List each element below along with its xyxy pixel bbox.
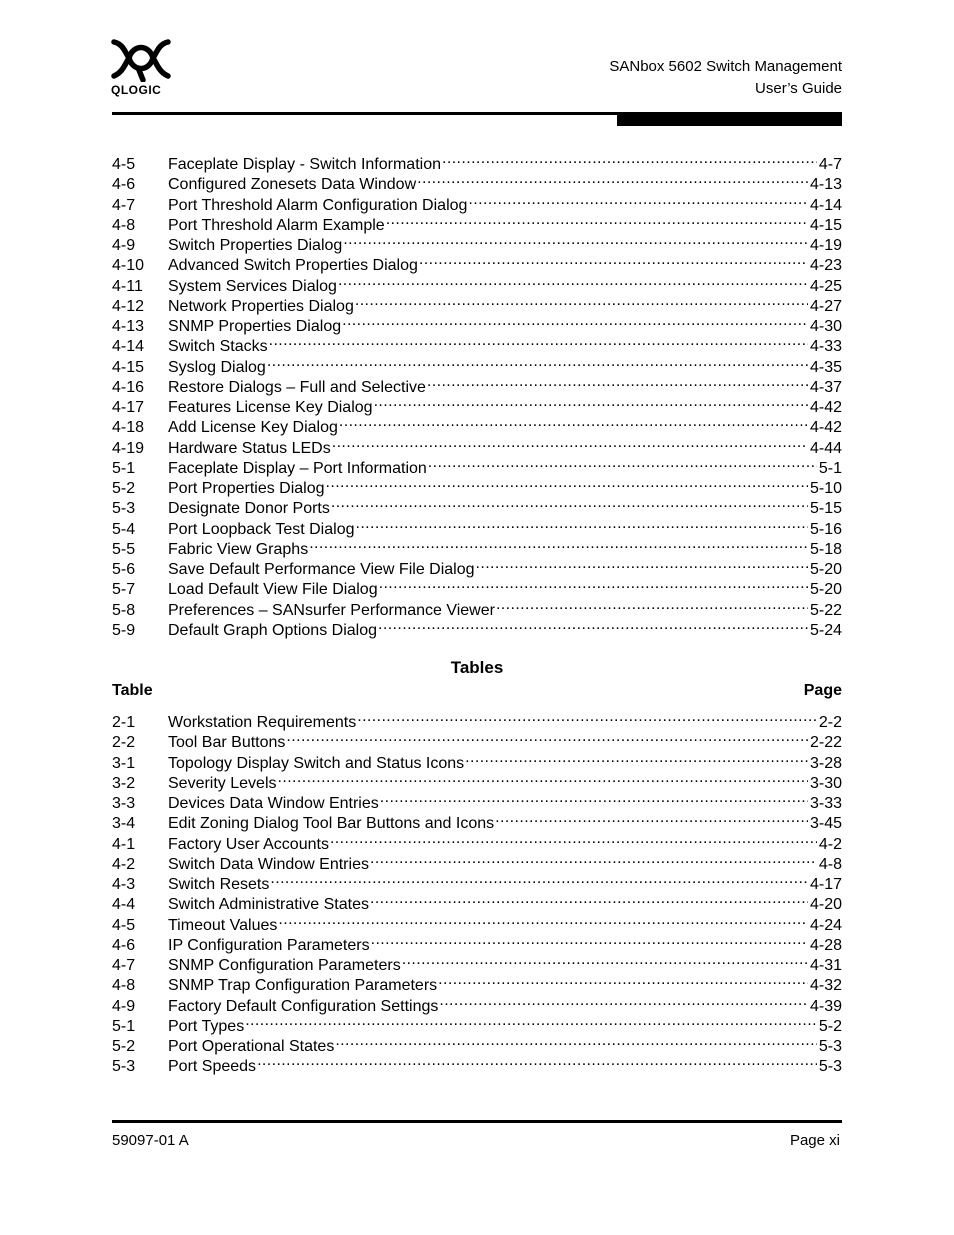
dot-leader xyxy=(337,271,808,291)
entry-title: Switch Properties Dialog xyxy=(168,237,343,254)
entry-title: Factory User Accounts xyxy=(168,835,329,853)
entry-page: 5-20 xyxy=(809,561,842,578)
entry-number: 4-8 xyxy=(112,977,136,995)
entry-page: 5-3 xyxy=(818,1058,842,1076)
page-number: Page xi xyxy=(789,1132,840,1149)
dot-leader xyxy=(354,291,808,311)
entry-number: 4-5 xyxy=(112,156,136,173)
entry-title: Configured Zonesets Data Window xyxy=(168,176,417,194)
entry-title: Port Threshold Alarm Example xyxy=(168,216,385,234)
header-rule-bar xyxy=(617,112,842,126)
entry-page: 5-20 xyxy=(809,581,842,599)
entry-number: 4-11 xyxy=(112,277,143,295)
entry-page: 4-37 xyxy=(809,378,842,396)
dot-leader xyxy=(379,788,808,808)
dot-leader xyxy=(426,372,808,392)
entry-title: Preferences – SANsurfer Performance Viewer xyxy=(168,601,495,619)
entry-number: 4-6 xyxy=(112,176,136,194)
entry-page: 5-2 xyxy=(818,1017,842,1035)
entry-number: 5-8 xyxy=(112,601,136,619)
entry-title: Faceplate Display – Port Information xyxy=(168,459,427,477)
entry-number: 4-3 xyxy=(112,876,136,893)
entry-title: Workstation Requirements xyxy=(168,714,357,731)
entry-title: Port Types xyxy=(168,1017,245,1035)
dot-leader xyxy=(266,352,808,372)
entry-title: Default Graph Options Dialog xyxy=(168,621,377,639)
entry-title: SNMP Configuration Parameters xyxy=(168,957,401,974)
entry-title: Network Properties Dialog xyxy=(168,297,354,315)
entry-title: Fabric View Graphs xyxy=(168,540,309,558)
qlogic-logo-icon xyxy=(109,38,173,82)
dot-leader xyxy=(341,311,808,331)
dot-leader xyxy=(334,1031,817,1051)
entry-number: 4-7 xyxy=(112,196,136,214)
entry-number: 4-10 xyxy=(112,257,145,275)
entry-title: IP Configuration Parameters xyxy=(168,936,370,954)
logo-wordmark: QLOGIC xyxy=(111,83,162,97)
entry-number: 3-3 xyxy=(112,795,136,812)
entry-page: 2-22 xyxy=(809,734,842,752)
dot-leader xyxy=(308,534,808,554)
entry-page: 5-24 xyxy=(809,621,842,639)
entry-number: 4-9 xyxy=(112,237,136,254)
entry-page: 4-27 xyxy=(809,297,842,315)
entry-page: 5-18 xyxy=(809,540,842,558)
entry-number: 4-7 xyxy=(112,957,136,974)
entry-title: Port Loopback Test Dialog xyxy=(168,520,355,538)
entry-page: 5-10 xyxy=(809,480,842,497)
entry-page: 3-45 xyxy=(809,815,842,833)
entry-page: 4-20 xyxy=(809,896,842,914)
entry-number: 5-4 xyxy=(112,520,136,538)
dot-leader xyxy=(385,210,808,230)
dot-leader xyxy=(441,149,817,169)
entry-number: 5-3 xyxy=(112,500,136,518)
dot-leader xyxy=(325,473,808,493)
dot-leader xyxy=(277,910,808,930)
entry-number: 5-2 xyxy=(112,1038,136,1055)
entry-title: Advanced Switch Properties Dialog xyxy=(168,257,418,275)
tables-column-headers xyxy=(112,682,842,700)
entry-title: Add License Key Dialog xyxy=(168,419,338,437)
entry-number: 4-4 xyxy=(112,896,136,914)
header-title: SANbox 5602 Switch Management xyxy=(609,58,842,75)
entry-title: System Services Dialog xyxy=(168,277,337,295)
entry-number: 4-2 xyxy=(112,855,136,873)
entry-title: Hardware Status LEDs xyxy=(168,439,331,457)
entry-title: Devices Data Window Entries xyxy=(168,795,379,812)
entry-number: 5-2 xyxy=(112,480,136,497)
dot-leader xyxy=(256,1051,817,1071)
entry-number: 4-12 xyxy=(112,297,145,315)
entry-number: 5-6 xyxy=(112,561,136,578)
entry-title: Timeout Values xyxy=(168,916,278,934)
entry-title: Port Threshold Alarm Configuration Dialog xyxy=(168,196,468,214)
tables-heading: Tables xyxy=(450,658,504,677)
entry-number: 4-15 xyxy=(112,358,145,376)
entry-number: 4-17 xyxy=(112,399,145,416)
entry-page: 4-42 xyxy=(809,399,842,416)
entry-title: SNMP Properties Dialog xyxy=(168,318,342,335)
entry-number: 2-2 xyxy=(112,734,136,752)
entry-number: 4-16 xyxy=(112,378,145,396)
entry-title: Topology Display Switch and Status Icons xyxy=(168,754,465,772)
dot-leader xyxy=(354,514,807,534)
entry-number: 4-6 xyxy=(112,936,136,954)
entry-title: Switch Stacks xyxy=(168,338,268,356)
entry-title: Edit Zoning Dialog Tool Bar Buttons and Icons xyxy=(168,815,495,833)
dot-leader xyxy=(475,554,808,574)
tables-list xyxy=(112,707,842,1076)
entry-page: 5-15 xyxy=(809,500,842,518)
dot-leader xyxy=(329,829,817,849)
dot-leader xyxy=(369,889,808,909)
entry-page: 3-33 xyxy=(809,795,842,812)
entry-title: Faceplate Display - Switch Information xyxy=(168,156,441,173)
entry-title: Switch Administrative States xyxy=(168,896,369,914)
toc-entry[interactable] xyxy=(112,149,842,173)
dot-leader xyxy=(494,808,808,828)
entry-page: 4-23 xyxy=(809,257,842,275)
dot-leader xyxy=(438,991,808,1011)
entry-page: 4-14 xyxy=(809,196,842,214)
dot-leader xyxy=(268,331,808,351)
entry-number: 3-4 xyxy=(112,815,136,833)
dot-leader xyxy=(369,849,817,869)
entry-number: 4-13 xyxy=(112,318,145,335)
dot-leader xyxy=(330,493,808,513)
header-subtitle: User’s Guide xyxy=(755,80,842,97)
entry-page: 5-3 xyxy=(818,1038,842,1055)
entry-page: 5-1 xyxy=(818,459,842,477)
dot-leader xyxy=(418,250,808,270)
entry-page: 4-31 xyxy=(809,957,842,974)
entry-page: 5-22 xyxy=(809,601,842,619)
entry-number: 5-1 xyxy=(112,1017,136,1035)
entry-page: 4-19 xyxy=(809,237,842,254)
entry-title: Designate Donor Ports xyxy=(168,500,330,518)
dot-leader xyxy=(464,748,808,768)
entry-page: 4-15 xyxy=(809,216,842,234)
entry-number: 4-8 xyxy=(112,216,136,234)
entry-number: 5-1 xyxy=(112,459,136,477)
dot-leader xyxy=(338,412,808,432)
entry-title: Syslog Dialog xyxy=(168,358,266,376)
entry-number: 5-9 xyxy=(112,621,136,639)
entry-number: 5-5 xyxy=(112,540,136,558)
dot-leader xyxy=(277,768,808,788)
dot-leader xyxy=(437,970,808,990)
entry-page: 4-39 xyxy=(809,997,842,1015)
entry-title: Switch Resets xyxy=(168,876,270,893)
entry-number: 3-1 xyxy=(112,754,136,772)
dot-leader xyxy=(467,190,808,210)
entry-page: 4-8 xyxy=(818,855,842,873)
entry-title: Port Operational States xyxy=(168,1038,335,1055)
entry-page: 4-2 xyxy=(818,835,842,853)
entry-title: Restore Dialogs – Full and Selective xyxy=(168,378,426,396)
entry-title: Switch Data Window Entries xyxy=(168,855,369,873)
entry-title: Factory Default Configuration Settings xyxy=(168,997,439,1015)
entry-number: 5-3 xyxy=(112,1058,136,1076)
dot-leader xyxy=(370,930,808,950)
entry-page: 4-32 xyxy=(809,977,842,995)
dot-leader xyxy=(373,392,808,412)
entry-number: 4-19 xyxy=(112,439,145,457)
entry-page: 4-28 xyxy=(809,936,842,954)
dot-leader xyxy=(377,615,808,635)
entry-page: 4-42 xyxy=(809,419,842,437)
entry-title: Tool Bar Buttons xyxy=(168,734,286,752)
entry-number: 4-18 xyxy=(112,419,145,437)
dot-leader xyxy=(244,1011,817,1031)
table-column-header: Table xyxy=(112,682,153,699)
dot-leader xyxy=(427,453,817,473)
toc-entry[interactable] xyxy=(112,707,842,731)
dot-leader xyxy=(269,869,808,889)
dot-leader xyxy=(331,433,808,453)
dot-leader xyxy=(356,707,817,727)
dot-leader xyxy=(285,727,808,747)
entry-number: 3-2 xyxy=(112,774,136,792)
dot-leader xyxy=(342,230,808,250)
entry-title: Port Speeds xyxy=(168,1058,257,1076)
entry-page: 3-28 xyxy=(809,754,842,772)
entry-number: 2-1 xyxy=(112,714,136,731)
entry-page: 4-30 xyxy=(809,318,842,335)
qlogic-logo xyxy=(109,38,179,100)
entry-page: 4-25 xyxy=(809,277,842,295)
entry-page: 4-13 xyxy=(809,176,842,194)
running-header xyxy=(609,56,842,100)
entry-number: 4-1 xyxy=(112,835,136,853)
entry-number: 4-14 xyxy=(112,338,145,356)
figures-list xyxy=(112,149,842,639)
entry-page: 4-33 xyxy=(809,338,842,356)
entry-page: 4-24 xyxy=(809,916,842,934)
entry-number: 4-9 xyxy=(112,997,136,1015)
entry-page: 4-44 xyxy=(809,439,842,457)
entry-title: Features License Key Dialog xyxy=(168,399,373,416)
entry-page: 3-30 xyxy=(809,774,842,792)
entry-title: SNMP Trap Configuration Parameters xyxy=(168,977,438,995)
entry-title: Port Properties Dialog xyxy=(168,480,325,497)
footer-rule xyxy=(112,1120,842,1123)
entry-title: Severity Levels xyxy=(168,774,277,792)
dot-leader xyxy=(416,169,808,189)
dot-leader xyxy=(401,950,808,970)
document-number: 59097-01 A xyxy=(112,1132,189,1149)
header-rule xyxy=(112,112,617,115)
entry-number: 5-7 xyxy=(112,581,136,599)
entry-page: 2-2 xyxy=(818,714,842,731)
dot-leader xyxy=(378,574,808,594)
entry-title: Load Default View File Dialog xyxy=(168,581,378,599)
entry-page: 5-16 xyxy=(809,520,842,538)
entry-title: Save Default Performance View File Dialog xyxy=(168,561,475,578)
page-column-header: Page xyxy=(803,682,842,699)
entry-page: 4-35 xyxy=(809,358,842,376)
entry-number: 4-5 xyxy=(112,916,136,934)
entry-page: 4-7 xyxy=(818,156,842,173)
entry-page: 4-17 xyxy=(809,876,842,893)
dot-leader xyxy=(495,595,808,615)
